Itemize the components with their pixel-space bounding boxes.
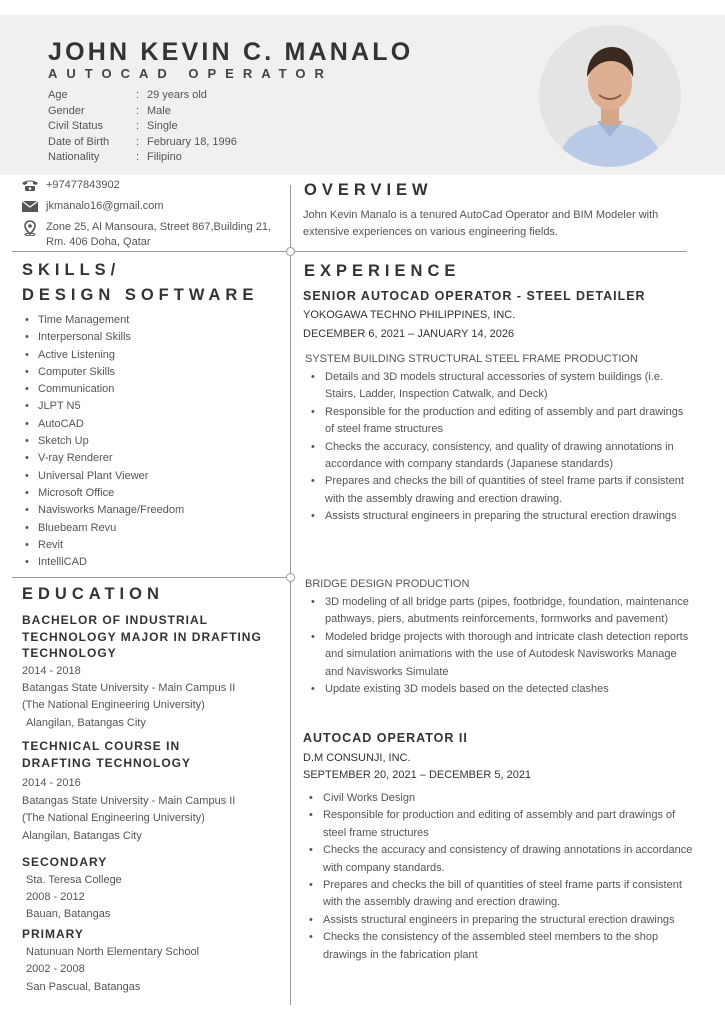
skill-item: • Active Listening	[22, 347, 284, 364]
info-separator: :	[136, 120, 140, 132]
info-row-date-of-birth	[48, 135, 237, 151]
job2-company: D.M CONSUNJI, INC.	[303, 752, 411, 764]
duty-item: • Modeled bridge projects with thorough and intricate clash detection reports and simulation animations with the use of Autodesk Navisworks Manage and Navisworks Simulate	[305, 629, 691, 681]
job1-project2-bullets	[305, 594, 691, 698]
duty-item: • Checks the accuracy, consistency, and quality of drawing annotations in accordance with company standards (Japanese standards)	[305, 439, 691, 474]
phone-icon	[20, 178, 40, 193]
info-row-nationality	[48, 150, 237, 166]
info-row-age	[48, 88, 237, 104]
envelope-icon	[20, 199, 40, 214]
secondary-years: 2008 - 2012	[26, 891, 85, 903]
info-separator: :	[136, 151, 140, 163]
overview-text: John Kevin Manalo is a tenured AutoCad Operator and BIM Modeler with extensive experiences on various engineering fields.	[303, 209, 659, 238]
info-label: Age	[48, 89, 68, 101]
info-row-civil-status	[48, 119, 237, 135]
info-label: Nationality	[48, 151, 100, 163]
duty-item: • Checks the accuracy and consistency of drawing annotations in accordance with company standards.	[303, 842, 699, 877]
info-row-gender	[48, 104, 237, 120]
column-divider	[290, 185, 291, 1005]
primary-title: PRIMARY	[22, 927, 84, 941]
skill-item: • Microsoft Office	[22, 485, 284, 502]
skill-item: • AutoCAD	[22, 416, 284, 433]
skills-heading-line1: SKILLS/	[22, 261, 121, 279]
candidate-name: JOHN KEVIN C. MANALO	[48, 38, 414, 66]
primary-school: Natunuan North Elementary School	[26, 946, 200, 958]
personal-info	[48, 88, 237, 166]
duty-item: • Update existing 3D models based on the detected clashes	[305, 681, 691, 698]
degree-title: BACHELOR OF INDUSTRIAL TECHNOLOGY MAJOR IN DRAFTING TECHNOLOGY	[22, 613, 262, 660]
skill-item: • V-ray Renderer	[22, 450, 284, 467]
course-school: Batangas State University - Main Campus II	[22, 795, 236, 807]
course-title: TECHNICAL COURSE IN DRAFTING TECHNOLOGY	[22, 739, 191, 770]
duty-item: • Civil Works Design	[303, 790, 699, 807]
section-rule-left-bottom	[12, 577, 290, 578]
skill-item: • Time Management	[22, 312, 284, 329]
secondary-location: Bauan, Batangas	[26, 908, 111, 920]
info-value: 29 years old	[147, 89, 207, 101]
info-label: Civil Status	[48, 120, 104, 132]
job1-project2-title: BRIDGE DESIGN PRODUCTION	[305, 578, 470, 590]
experience-heading: EXPERIENCE	[304, 262, 461, 280]
contact-email	[20, 199, 280, 214]
info-value: February 18, 1996	[147, 135, 237, 148]
skills-list	[22, 312, 284, 571]
info-label: Date of Birth	[48, 135, 110, 148]
job1-title: SENIOR AUTOCAD OPERATOR - STEEL DETAILER	[303, 289, 646, 303]
education-heading: EDUCATION	[22, 585, 164, 603]
duty-item: • Assists structural engineers in preparing the structural erection drawings	[303, 912, 699, 929]
info-value: Male	[147, 104, 171, 117]
contact-address	[20, 220, 280, 250]
skill-item: • IntelliCAD	[22, 554, 284, 571]
postal-address: Zone 25, Al Mansoura, Street 867,Building 21, Rm. 406 Doha, Qatar	[46, 221, 272, 248]
course-years: 2014 - 2016	[22, 777, 81, 789]
info-label: Gender	[48, 104, 85, 117]
job1-project1-title: SYSTEM BUILDING STRUCTURAL STEEL FRAME PRODUCTION	[305, 353, 638, 365]
primary-location: San Pascual, Batangas	[26, 981, 141, 993]
duty-item: • 3D modeling of all bridge parts (pipes, footbridge, foundation, maintenance pathways, piers, abutments reinforcements, formworks and pavement)	[305, 594, 691, 629]
job2-title: AUTOCAD OPERATOR II	[303, 731, 468, 745]
info-value: Filipino	[147, 151, 182, 163]
skill-item: • Interpersonal Skills	[22, 329, 284, 346]
info-separator: :	[136, 104, 140, 117]
profile-photo	[539, 25, 681, 167]
candidate-role: AUTOCAD OPERATOR	[48, 66, 333, 81]
info-separator: :	[136, 135, 140, 148]
rule-junction-dot	[286, 247, 295, 256]
skill-item: • JLPT N5	[22, 398, 284, 415]
degree-school-note: (The National Engineering University)	[22, 699, 205, 711]
location-pin-icon	[20, 220, 40, 235]
course-location: Alangilan, Batangas City	[22, 830, 142, 842]
degree-school: Batangas State University - Main Campus II	[22, 682, 236, 694]
skill-item: • Universal Plant Viewer	[22, 468, 284, 485]
job2-bullets	[303, 790, 699, 964]
email-address: jkmanalo16@gmail.com	[46, 200, 164, 212]
secondary-title: SECONDARY	[22, 855, 108, 869]
job1-company: YOKOGAWA TECHNO PHILIPPINES, INC.	[303, 309, 516, 321]
job2-dates: SEPTEMBER 20, 2021 – DECEMBER 5, 2021	[303, 769, 532, 781]
contact-block	[20, 178, 280, 256]
duty-item: • Assists structural engineers in preparing the structural erection drawings	[305, 508, 691, 525]
skills-heading-line2: DESIGN SOFTWARE	[22, 286, 259, 304]
duty-item: • Prepares and checks the bill of quantities of steel frame parts if consistent with the assembly drawing and erection drawing.	[303, 877, 699, 912]
rule-junction-dot	[286, 573, 295, 582]
overview-heading: OVERVIEW	[304, 181, 433, 199]
info-separator: :	[136, 89, 140, 101]
profile-photo-illustration	[539, 25, 681, 167]
primary-years: 2002 - 2008	[26, 963, 85, 975]
skill-item: • Revit	[22, 537, 284, 554]
skill-item: • Communication	[22, 381, 284, 398]
info-value: Single	[147, 120, 178, 132]
skill-item: • Navisworks Manage/Freedom	[22, 502, 284, 519]
skill-item: • Bluebeam Revu	[22, 520, 284, 537]
duty-item: • Responsible for production and editing of assembly and part drawings of steel frame structures	[303, 807, 699, 842]
contact-phone	[20, 178, 280, 193]
duty-item: • Responsible for the production and editing of assembly and part drawings of steel frame structures	[305, 404, 691, 439]
course-school-note: (The National Engineering University)	[22, 812, 205, 824]
duty-item: • Prepares and checks the bill of quantities of steel frame parts if consistent with the assembly drawing and erection drawing.	[305, 473, 691, 508]
job1-dates: DECEMBER 6, 2021 – JANUARY 14, 2026	[303, 328, 515, 340]
section-rule-left-top	[12, 251, 290, 252]
degree-location: Alangilan, Batangas City	[26, 717, 146, 729]
skill-item: • Computer Skills	[22, 364, 284, 381]
job1-project1-bullets	[305, 369, 691, 526]
phone-number: +97477843902	[46, 179, 120, 191]
duty-item: • Checks the consistency of the assembled steel members to the shop drawings in the fabrication plant	[303, 929, 699, 964]
skill-item: • Sketch Up	[22, 433, 284, 450]
secondary-school: Sta. Teresa College	[26, 874, 122, 886]
duty-item: • Details and 3D models structural accessories of system buildings (i.e. Stairs, Ladder, Inspection Catwalk, and Deck)	[305, 369, 691, 404]
section-rule-right	[291, 251, 687, 252]
degree-years: 2014 - 2018	[22, 665, 81, 677]
